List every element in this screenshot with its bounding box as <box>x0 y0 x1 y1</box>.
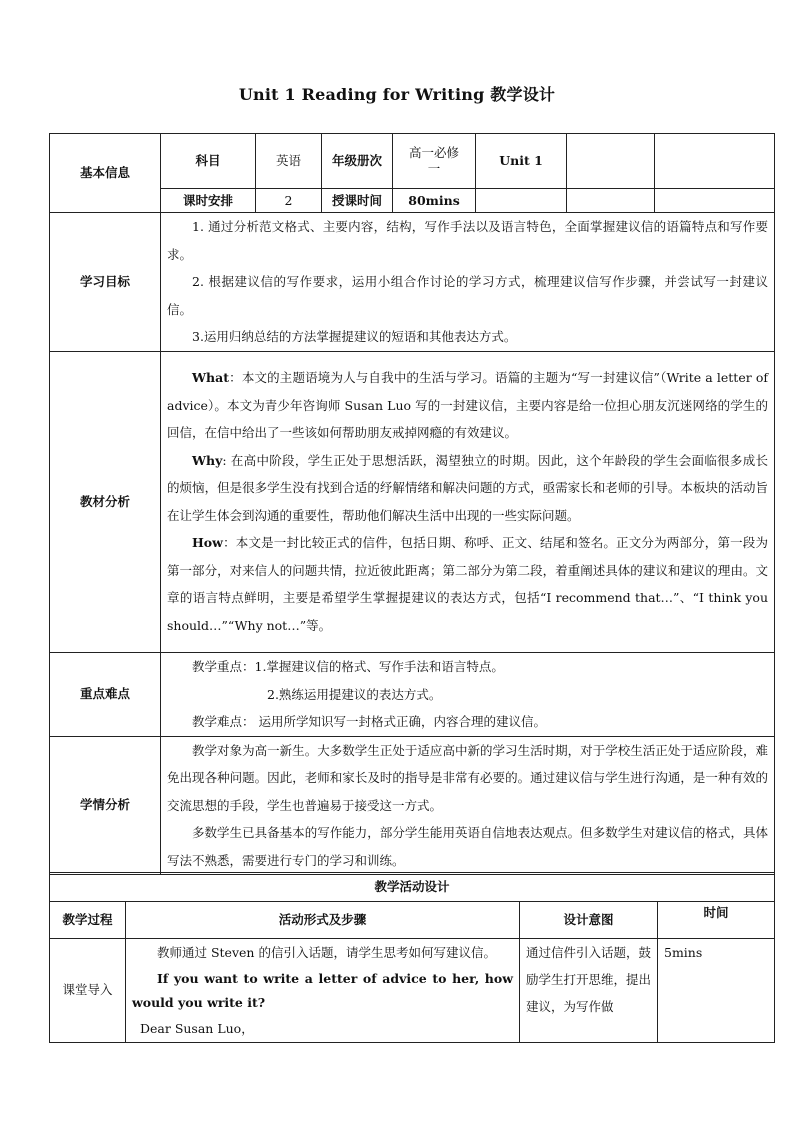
empty-cell <box>567 189 655 213</box>
keypoint-2: 2.熟练运用提建议的表达方式。 <box>267 686 442 702</box>
col-steps: 活动形式及步骤 <box>126 902 520 939</box>
goal-1: 1. 通过分析范文格式、主要内容，结构，写作手法以及语言特色，全面掌握建议信的语篇特点和写作要求。 <box>167 219 768 262</box>
grade-value <box>393 134 476 189</box>
col-intent: 设计意图 <box>520 902 658 939</box>
what-text: ：本文的主题语境为人与自我中的生活与学习。语篇的主题为“写一封建议信”（Write a letter of advice）。本文为青少年咨询师 Susan Luo 写的一封建议信，主要内容是给一位担心朋友沉迷网络的学生的回信，在信中给出了一些该如何帮助朋友戒掉网瘾的有效建议。 <box>167 370 768 440</box>
intro-steps <box>126 939 520 1043</box>
empty-cell <box>655 189 775 213</box>
hours-label: 课时安排 <box>161 189 256 213</box>
how-key: How <box>192 535 223 550</box>
intro-step-2: If you want to write a letter of advice to her, how would you write it? <box>132 970 513 1010</box>
time-value: 80mins <box>393 189 476 213</box>
keypoints-label: 重点难点 <box>50 652 161 736</box>
intro-intent-text: 通过信件引入话题，鼓励学生打开思维，提出建议，为写作做 <box>526 945 652 1014</box>
intro-step-1: 教师通过 Steven 的信引入话题，请学生思考如何写建议信。 <box>157 945 496 960</box>
grade-value-line2: 一 <box>427 161 441 176</box>
basic-info-label: 基本信息 <box>50 134 161 213</box>
empty-cell <box>476 189 567 213</box>
learners-content <box>161 736 775 875</box>
what-key: What <box>192 370 229 385</box>
unit-value: Unit 1 <box>476 134 567 189</box>
goals-content <box>161 213 775 352</box>
learners-p2: 多数学生已具备基本的写作能力，部分学生能用英语自信地表达观点。但多数学生对建议信的格式，具体写法不熟悉，需要进行专门的学习和训练。 <box>167 825 768 868</box>
intro-time-text: 5mins <box>664 945 703 960</box>
keypoints-content <box>161 652 775 736</box>
subject-value: 英语 <box>256 134 322 189</box>
why-text: : 在高中阶段，学生正处于思想活跃，渴望独立的时期。因此，这个年龄段的学生会面临很多成长的烦恼，但是很多学生没有找到合适的纾解情绪和解决问题的方式，亟需家长和老师的引导。本板块的活动旨在让学生体会到沟通的重要性，帮助他们解决生活中出现的一些实际问题。 <box>167 452 768 523</box>
activity-table <box>49 872 775 1043</box>
subject-label: 科目 <box>161 134 256 189</box>
how-text: ：本文是一封比较正式的信件，包括日期、称呼、正文、结尾和签名。正文分为两部分，第一段为第一部分，对来信人的问题共情，拉近彼此距离；第二部分为第二段，着重阐述具体的建议和建议的理由。文章的语言特点鲜明，主要是希望学生掌握提建议的表达方式，包括“I recommend that…”、“I think you should…”“Why not…”等。 <box>167 535 768 633</box>
analysis-label: 教材分析 <box>50 351 161 652</box>
empty-cell <box>655 134 775 189</box>
keypoint-1: 教学重点：1.掌握建议信的格式、写作手法和语言特点。 <box>192 659 504 674</box>
goal-2: 2. 根据建议信的写作要求，运用小组合作讨论的学习方式，梳理建议信写作步骤，并尝试写一封建议信。 <box>167 274 768 317</box>
intro-step-3: Dear Susan Luo， <box>140 1020 254 1036</box>
goal-3: 3.运用归纳总结的方法掌握提建议的短语和其他表达方式。 <box>192 329 517 344</box>
col-time: 时间 <box>658 902 775 939</box>
goals-label: 学习目标 <box>50 213 161 352</box>
time-label: 授课时间 <box>322 189 393 213</box>
learners-label: 学情分析 <box>50 736 161 875</box>
grade-value-line1: 高一必修 <box>408 145 459 161</box>
page-title: Unit 1 Reading for Writing 教学设计 <box>238 85 556 104</box>
intro-time <box>658 939 775 1043</box>
grade-label: 年级册次 <box>322 134 393 189</box>
stage-intro: 课堂导入 <box>50 939 126 1043</box>
analysis-how <box>161 529 774 639</box>
difficulty: 教学难点： 运用所学知识写一封格式正确，内容合理的建议信。 <box>192 713 546 729</box>
analysis-why <box>161 447 774 530</box>
activity-section-title: 教学活动设计 <box>50 873 775 902</box>
empty-cell <box>567 134 655 189</box>
intro-intent <box>520 939 658 1043</box>
why-key: Why <box>192 452 223 468</box>
col-process: 教学过程 <box>50 902 126 939</box>
analysis-what <box>161 364 774 447</box>
lesson-info-table <box>49 133 775 875</box>
hours-value: 2 <box>256 189 322 213</box>
analysis-content <box>161 351 775 652</box>
learners-p1: 教学对象为高一新生。大多数学生正处于适应高中新的学习生活时期，对于学校生活正处于适应阶段，难免出现各种问题。因此，老师和家长及时的指导是非常有必要的。通过建议信与学生进行沟通，是一种有效的交流思想的手段，学生也普遍易于接受这一方式。 <box>167 742 768 813</box>
